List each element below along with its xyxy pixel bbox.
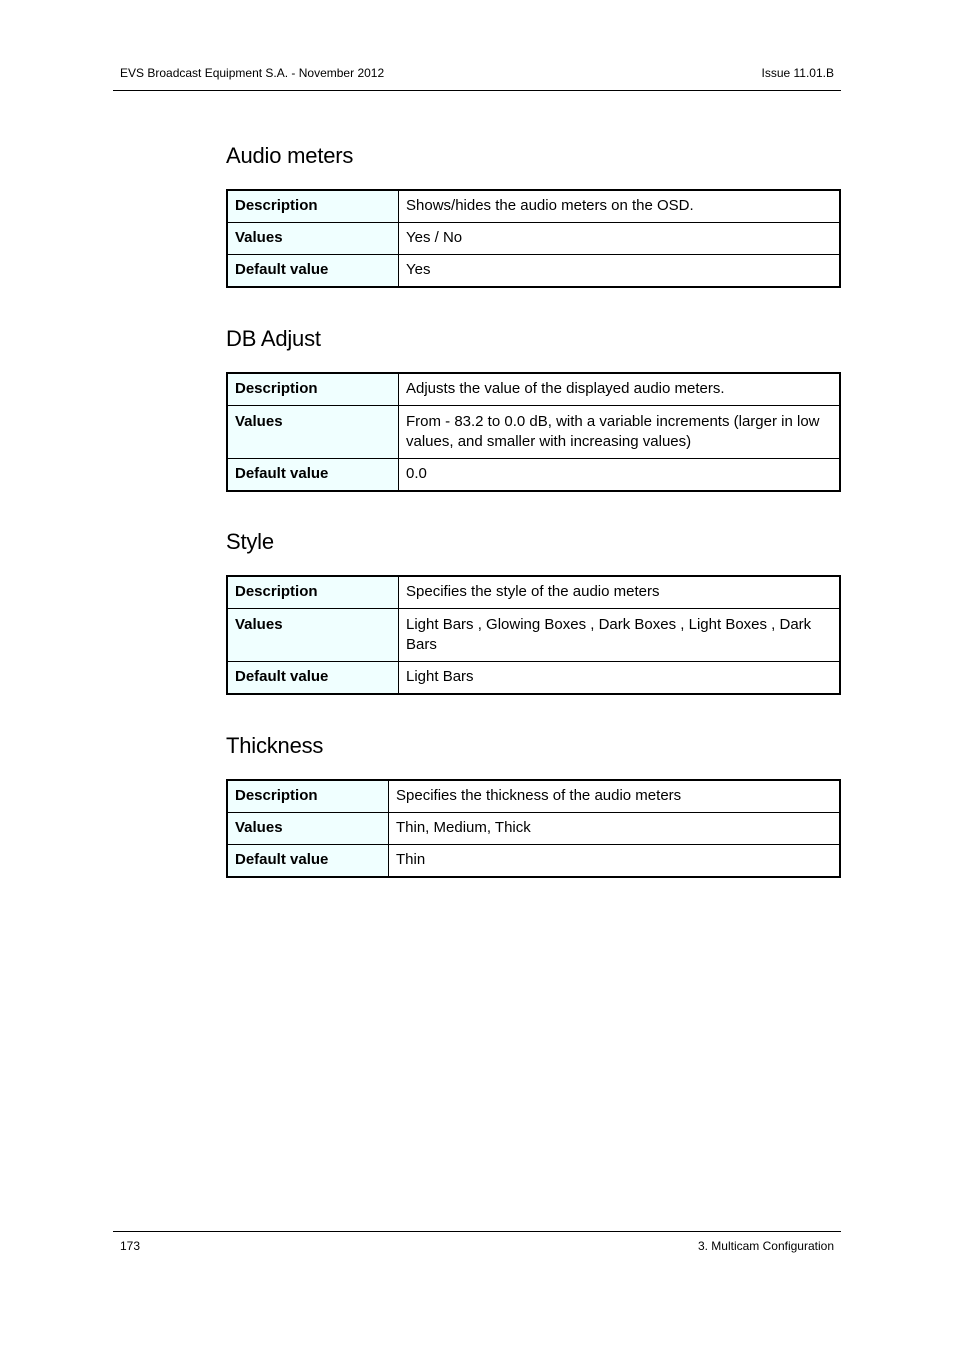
parameter-table xyxy=(226,779,841,878)
row-value: Shows/hides the audio meters on the OSD. xyxy=(399,190,841,223)
row-label: Default value xyxy=(227,662,399,695)
row-label: Values xyxy=(227,223,399,255)
row-value: Light Bars xyxy=(399,662,841,695)
section-style xyxy=(226,527,841,695)
table-row xyxy=(227,609,840,662)
table-row xyxy=(227,406,840,459)
row-value: Thin, Medium, Thick xyxy=(389,813,841,845)
row-label: Default value xyxy=(227,459,399,492)
section-title: Audio meters xyxy=(226,143,354,168)
table-row xyxy=(227,662,840,695)
table-row xyxy=(227,255,840,288)
row-label: Default value xyxy=(227,845,389,878)
parameter-table xyxy=(226,372,841,492)
row-label: Description xyxy=(227,780,389,813)
row-value: Specifies the style of the audio meters xyxy=(399,576,841,609)
section-thickness xyxy=(226,731,841,878)
row-value: Light Bars , Glowing Boxes , Dark Boxes , Light Boxes , Dark Bars xyxy=(399,609,841,662)
row-label: Values xyxy=(227,609,399,662)
table-row xyxy=(227,813,840,845)
page-header xyxy=(113,66,841,91)
table-row xyxy=(227,780,840,813)
row-label: Description xyxy=(227,373,399,406)
row-value: 0.0 xyxy=(399,459,841,492)
table-row xyxy=(227,459,840,492)
row-label: Default value xyxy=(227,255,399,288)
parameter-table xyxy=(226,189,841,288)
table-row xyxy=(227,190,840,223)
page-footer xyxy=(113,1231,841,1253)
row-value: Thin xyxy=(389,845,841,878)
row-label: Description xyxy=(227,190,399,223)
table-row xyxy=(227,576,840,609)
section-title: Thickness xyxy=(226,733,324,758)
chapter-title: 3. Multicam Configuration xyxy=(697,1239,834,1253)
table-row xyxy=(227,845,840,878)
header-issue: Issue 11.01.B xyxy=(761,66,834,80)
table-row xyxy=(227,373,840,406)
row-value: Specifies the thickness of the audio meters xyxy=(389,780,841,813)
section-audio-meters xyxy=(226,141,841,288)
row-value: From - 83.2 to 0.0 dB, with a variable increments (larger in low values, and smaller with increasing values) xyxy=(399,406,841,459)
row-label: Description xyxy=(227,576,399,609)
row-label: Values xyxy=(227,813,389,845)
row-value: Yes / No xyxy=(399,223,841,255)
page-number: 173 xyxy=(120,1239,141,1253)
row-value: Adjusts the value of the displayed audio meters. xyxy=(399,373,841,406)
section-title: DB Adjust xyxy=(226,326,321,351)
row-label: Values xyxy=(227,406,399,459)
row-value: Yes xyxy=(399,255,841,288)
section-db-adjust xyxy=(226,324,841,492)
section-title: Style xyxy=(226,529,274,554)
table-row xyxy=(227,223,840,255)
header-publisher: EVS Broadcast Equipment S.A. - November 2012 xyxy=(120,66,385,80)
parameter-table xyxy=(226,575,841,695)
